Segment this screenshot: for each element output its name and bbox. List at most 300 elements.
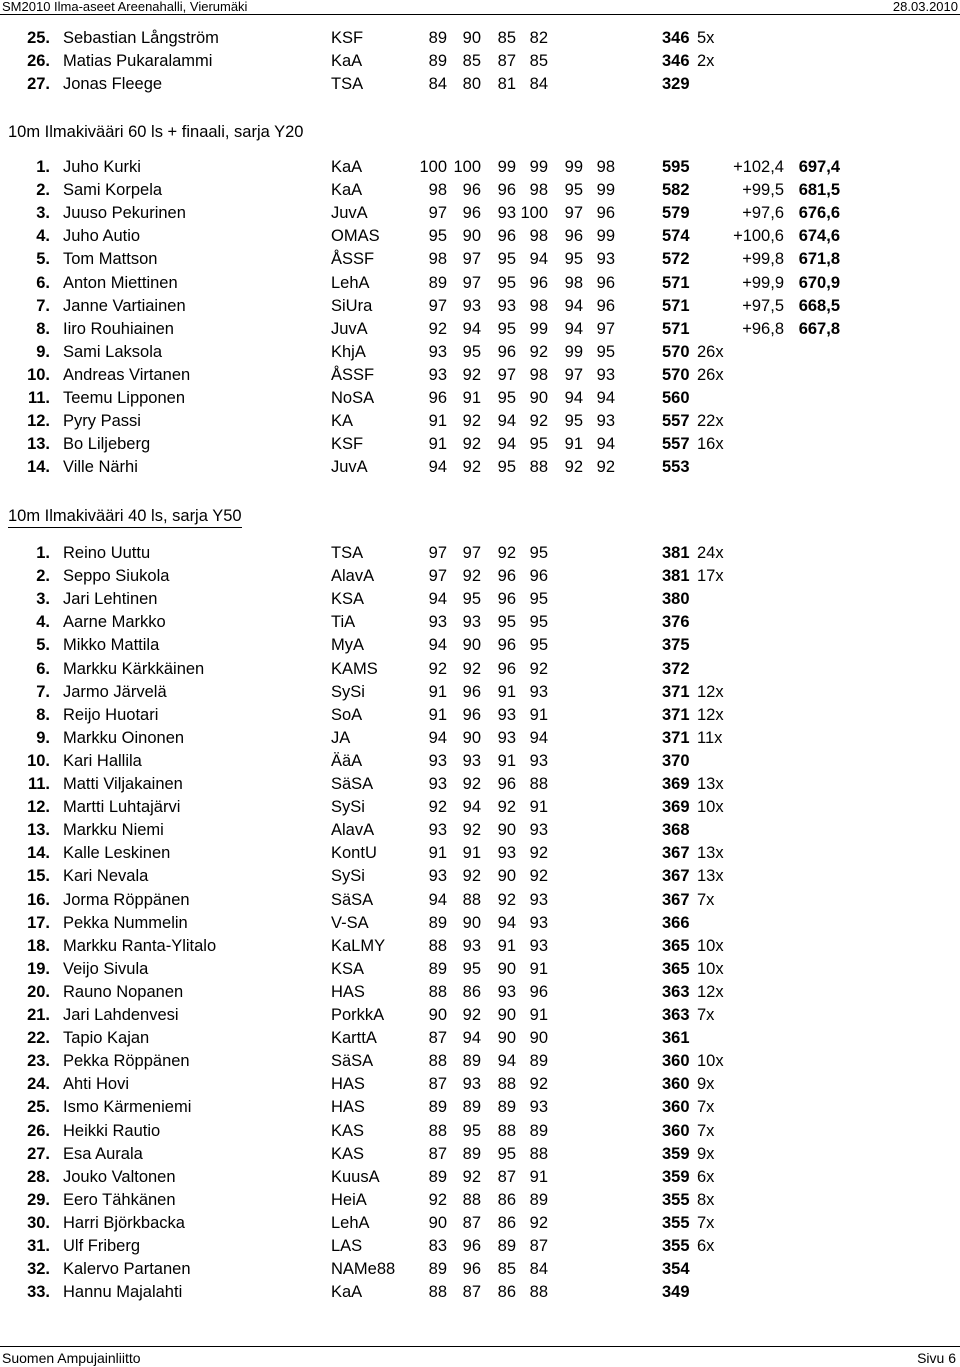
series-score: 94 — [428, 891, 447, 909]
club: MyA — [331, 636, 364, 654]
result-row — [0, 959, 960, 982]
rank: 33. — [27, 1283, 50, 1301]
club: KhjA — [331, 343, 366, 361]
series-score: 99 — [529, 320, 548, 338]
series-score: 95 — [497, 274, 516, 292]
series-score: 94 — [529, 729, 548, 747]
series-score: 98 — [529, 366, 548, 384]
rank: 14. — [27, 458, 50, 476]
total-score: 360 — [662, 1052, 690, 1070]
final-score: +99,9 — [742, 274, 784, 292]
shooter-name: Janne Vartiainen — [63, 297, 186, 315]
total-score: 557 — [662, 435, 690, 453]
series-score: 100 — [453, 158, 481, 176]
series-score: 88 — [529, 1145, 548, 1163]
club: AlavA — [331, 567, 375, 585]
shooter-name: Jarmo Järvelä — [63, 683, 167, 701]
rank: 6. — [36, 660, 50, 678]
rank: 32. — [27, 1260, 50, 1278]
series-score: 92 — [462, 567, 481, 585]
series-score: 96 — [596, 297, 615, 315]
series-score: 96 — [529, 983, 548, 1001]
club: KontU — [331, 844, 377, 862]
series-score: 95 — [497, 389, 516, 407]
shooter-name: Jonas Fleege — [63, 75, 163, 93]
series-score: 94 — [497, 914, 516, 932]
result-row — [0, 1144, 960, 1167]
page-number: Sivu 6 — [917, 1350, 956, 1366]
inner-tens: 2x — [697, 52, 715, 70]
shooter-name: Reino Uuttu — [63, 544, 151, 562]
result-row — [0, 1028, 960, 1051]
series-score: 97 — [564, 204, 583, 222]
result-row — [0, 365, 960, 388]
shooter-name: Pyry Passi — [63, 412, 141, 430]
series-score: 96 — [497, 660, 516, 678]
result-row — [0, 1190, 960, 1213]
result-row — [0, 157, 960, 180]
inner-tens: 7x — [697, 1098, 715, 1116]
result-row — [0, 1282, 960, 1305]
series-score: 92 — [564, 458, 583, 476]
series-score: 90 — [428, 1006, 447, 1024]
series-score: 90 — [497, 867, 516, 885]
series-score: 84 — [529, 75, 548, 93]
series-score: 94 — [428, 729, 447, 747]
series-score: 98 — [596, 158, 615, 176]
series-score: 95 — [564, 250, 583, 268]
series-score: 92 — [462, 458, 481, 476]
series-score: 93 — [428, 867, 447, 885]
result-row — [0, 1005, 960, 1028]
shooter-name: Jari Lahdenvesi — [63, 1006, 179, 1024]
series-score: 88 — [428, 983, 447, 1001]
series-score: 97 — [462, 250, 481, 268]
series-score: 95 — [564, 181, 583, 199]
series-score: 90 — [462, 729, 481, 747]
series-score: 94 — [428, 458, 447, 476]
series-score: 92 — [462, 821, 481, 839]
series-score: 91 — [529, 798, 548, 816]
rank: 10. — [27, 366, 50, 384]
series-score: 87 — [428, 1029, 447, 1047]
shooter-name: Seppo Siukola — [63, 567, 170, 585]
shooter-name: Kalle Leskinen — [63, 844, 171, 862]
series-score: 96 — [428, 389, 447, 407]
series-score: 89 — [529, 1122, 548, 1140]
shooter-name: Hannu Majalahti — [63, 1283, 183, 1301]
shooter-name: Juho Kurki — [63, 158, 141, 176]
series-score: 91 — [462, 389, 481, 407]
series-score: 88 — [428, 1052, 447, 1070]
total-score: 363 — [662, 1006, 690, 1024]
series-score: 92 — [462, 660, 481, 678]
total-score: 349 — [662, 1283, 690, 1301]
series-score: 84 — [529, 1260, 548, 1278]
inner-tens: 7x — [697, 1122, 715, 1140]
shooter-name: Iiro Rouhiainen — [63, 320, 174, 338]
result-row — [0, 457, 960, 480]
series-score: 89 — [497, 1237, 516, 1255]
rank: 7. — [36, 297, 50, 315]
series-score: 91 — [428, 844, 447, 862]
result-row — [0, 705, 960, 728]
series-score: 93 — [462, 613, 481, 631]
rank: 28. — [27, 1168, 50, 1186]
series-score: 95 — [428, 227, 447, 245]
grand-total: 668,5 — [798, 297, 840, 315]
series-score: 97 — [596, 320, 615, 338]
series-score: 96 — [529, 274, 548, 292]
series-score: 93 — [529, 683, 548, 701]
club: LehA — [331, 1214, 370, 1232]
inner-tens: 6x — [697, 1237, 715, 1255]
total-score: 570 — [662, 343, 690, 361]
series-score: 92 — [428, 1191, 447, 1209]
series-score: 99 — [529, 158, 548, 176]
final-score: +97,6 — [742, 204, 784, 222]
grand-total: 676,6 — [798, 204, 840, 222]
series-score: 96 — [462, 1237, 481, 1255]
final-score: +99,5 — [742, 181, 784, 199]
club: SäSA — [331, 1052, 374, 1070]
series-score: 95 — [596, 343, 615, 361]
series-score: 98 — [428, 250, 447, 268]
shooter-name: Sami Laksola — [63, 343, 163, 361]
series-score: 91 — [428, 435, 447, 453]
total-score: 355 — [662, 1214, 690, 1232]
series-score: 98 — [529, 297, 548, 315]
club: KaA — [331, 52, 363, 70]
series-score: 89 — [462, 1098, 481, 1116]
club: KarttA — [331, 1029, 377, 1047]
series-score: 94 — [428, 636, 447, 654]
series-score: 93 — [529, 821, 548, 839]
series-score: 90 — [497, 1006, 516, 1024]
club: KSF — [331, 29, 364, 47]
series-score: 88 — [497, 1075, 516, 1093]
club: SySi — [331, 798, 365, 816]
series-score: 87 — [462, 1214, 481, 1232]
series-score: 90 — [529, 389, 548, 407]
total-score: 376 — [662, 613, 690, 631]
total-score: 381 — [662, 544, 690, 562]
shooter-name: Jouko Valtonen — [63, 1168, 176, 1186]
series-score: 91 — [497, 752, 516, 770]
series-score: 86 — [497, 1283, 516, 1301]
shooter-name: Markku Kärkkäinen — [63, 660, 205, 678]
club: KSF — [331, 435, 364, 453]
series-score: 94 — [497, 1052, 516, 1070]
page-footer — [0, 1346, 960, 1366]
series-score: 85 — [529, 52, 548, 70]
club: HAS — [331, 983, 365, 1001]
series-score: 89 — [462, 1145, 481, 1163]
result-row — [0, 1097, 960, 1120]
series-score: 98 — [564, 274, 583, 292]
series-score: 95 — [529, 544, 548, 562]
grand-total: 674,6 — [798, 227, 840, 245]
total-score: 380 — [662, 590, 690, 608]
total-score: 367 — [662, 891, 690, 909]
series-score: 93 — [462, 752, 481, 770]
inner-tens: 8x — [697, 1191, 715, 1209]
shooter-name: Teemu Lipponen — [63, 389, 186, 407]
series-score: 99 — [596, 227, 615, 245]
club: HeiA — [331, 1191, 367, 1209]
page-header — [0, 0, 960, 15]
series-score: 91 — [497, 937, 516, 955]
result-row — [0, 797, 960, 820]
result-row — [0, 589, 960, 612]
series-score: 95 — [497, 320, 516, 338]
series-score: 97 — [564, 366, 583, 384]
series-score: 92 — [462, 435, 481, 453]
series-score: 92 — [497, 544, 516, 562]
club: KaA — [331, 181, 363, 199]
result-row — [0, 982, 960, 1005]
rank: 4. — [36, 227, 50, 245]
result-row — [0, 612, 960, 635]
result-row — [0, 411, 960, 434]
series-score: 90 — [462, 227, 481, 245]
inner-tens: 13x — [697, 775, 724, 793]
result-row — [0, 635, 960, 658]
shooter-name: Tom Mattson — [63, 250, 158, 268]
club: KAMS — [331, 660, 378, 678]
club: V-SA — [331, 914, 369, 932]
inner-tens: 24x — [697, 544, 724, 562]
series-score: 98 — [529, 181, 548, 199]
result-row — [0, 203, 960, 226]
rank: 24. — [27, 1075, 50, 1093]
shooter-name: Jari Lehtinen — [63, 590, 158, 608]
series-score: 95 — [462, 343, 481, 361]
series-score: 89 — [428, 1098, 447, 1116]
series-score: 91 — [564, 435, 583, 453]
series-score: 92 — [462, 366, 481, 384]
result-row — [0, 51, 960, 74]
series-score: 86 — [462, 983, 481, 1001]
series-score: 92 — [529, 1075, 548, 1093]
rank: 12. — [27, 412, 50, 430]
series-score: 96 — [462, 204, 481, 222]
grand-total: 681,5 — [798, 181, 840, 199]
series-score: 94 — [497, 412, 516, 430]
rank: 5. — [36, 250, 50, 268]
rank: 21. — [27, 1006, 50, 1024]
series-score: 93 — [596, 250, 615, 268]
rank: 3. — [36, 204, 50, 222]
total-score: 579 — [662, 204, 690, 222]
result-row — [0, 659, 960, 682]
total-score: 346 — [662, 29, 690, 47]
shooter-name: Ismo Kärmeniemi — [63, 1098, 192, 1116]
series-score: 96 — [529, 567, 548, 585]
rank: 30. — [27, 1214, 50, 1232]
series-score: 97 — [497, 366, 516, 384]
result-row — [0, 273, 960, 296]
rank: 15. — [27, 867, 50, 885]
series-score: 89 — [428, 960, 447, 978]
final-score: +97,5 — [742, 297, 784, 315]
series-score: 88 — [529, 1283, 548, 1301]
series-score: 95 — [497, 1145, 516, 1163]
club: SiUra — [331, 297, 373, 315]
series-score: 95 — [462, 590, 481, 608]
series-score: 95 — [462, 1122, 481, 1140]
series-score: 94 — [462, 798, 481, 816]
series-score: 96 — [497, 636, 516, 654]
series-score: 93 — [428, 613, 447, 631]
shooter-name: Kari Nevala — [63, 867, 149, 885]
total-score: 571 — [662, 274, 690, 292]
series-score: 95 — [529, 590, 548, 608]
result-row — [0, 180, 960, 203]
series-score: 93 — [529, 1098, 548, 1116]
total-score: 560 — [662, 389, 690, 407]
inner-tens: 16x — [697, 435, 724, 453]
shooter-name: Kari Hallila — [63, 752, 142, 770]
series-score: 93 — [497, 983, 516, 1001]
inner-tens: 11x — [697, 729, 723, 747]
series-score: 88 — [428, 1283, 447, 1301]
club: LAS — [331, 1237, 363, 1255]
rank: 20. — [27, 983, 50, 1001]
series-score: 91 — [529, 706, 548, 724]
series-score: 96 — [497, 775, 516, 793]
result-row — [0, 296, 960, 319]
club: KAS — [331, 1145, 365, 1163]
total-score: 371 — [662, 706, 690, 724]
series-score: 93 — [529, 914, 548, 932]
shooter-name: Mikko Mattila — [63, 636, 160, 654]
inner-tens: 7x — [697, 891, 715, 909]
series-score: 93 — [497, 706, 516, 724]
series-score: 92 — [529, 412, 548, 430]
shooter-name: Markku Niemi — [63, 821, 164, 839]
shooter-name: Anton Miettinen — [63, 274, 178, 292]
series-score: 100 — [419, 158, 447, 176]
series-score: 93 — [428, 343, 447, 361]
series-score: 88 — [462, 1191, 481, 1209]
club: NoSA — [331, 389, 375, 407]
shooter-name: Sami Korpela — [63, 181, 163, 199]
series-score: 84 — [428, 75, 447, 93]
shooter-name: Harri Björkbacka — [63, 1214, 185, 1232]
shooter-name: Ville Närhi — [63, 458, 138, 476]
series-score: 94 — [564, 320, 583, 338]
series-score: 94 — [428, 590, 447, 608]
inner-tens: 10x — [697, 937, 724, 955]
rank: 8. — [36, 320, 50, 338]
series-score: 92 — [428, 320, 447, 338]
result-row — [0, 28, 960, 51]
section-title: 10m Ilmakivääri 60 ls + finaali, sarja Y20 — [8, 123, 304, 141]
series-score: 94 — [564, 389, 583, 407]
series-score: 93 — [428, 821, 447, 839]
rank: 26. — [27, 52, 50, 70]
section-title: 10m Ilmakivääri 40 ls, sarja Y50 — [8, 506, 242, 528]
final-score: +100,6 — [733, 227, 784, 245]
series-score: 85 — [497, 29, 516, 47]
club: SySi — [331, 867, 365, 885]
result-row — [0, 1121, 960, 1144]
result-row — [0, 342, 960, 365]
series-score: 99 — [596, 181, 615, 199]
rank: 27. — [27, 1145, 50, 1163]
series-score: 91 — [428, 706, 447, 724]
series-score: 93 — [497, 844, 516, 862]
inner-tens: 17x — [697, 567, 724, 585]
club: LehA — [331, 274, 370, 292]
rank: 8. — [36, 706, 50, 724]
series-score: 98 — [529, 227, 548, 245]
series-score: 91 — [428, 412, 447, 430]
series-score: 92 — [529, 844, 548, 862]
rank: 14. — [27, 844, 50, 862]
series-score: 87 — [529, 1237, 548, 1255]
rank: 13. — [27, 435, 50, 453]
series-score: 92 — [497, 798, 516, 816]
result-row — [0, 820, 960, 843]
rank: 31. — [27, 1237, 50, 1255]
series-score: 96 — [497, 181, 516, 199]
series-score: 93 — [529, 752, 548, 770]
series-score: 96 — [462, 683, 481, 701]
total-score: 360 — [662, 1122, 690, 1140]
club: KaA — [331, 1283, 363, 1301]
club: TiA — [331, 613, 356, 631]
series-score: 93 — [596, 412, 615, 430]
shooter-name: Matti Viljakainen — [63, 775, 183, 793]
series-score: 97 — [428, 544, 447, 562]
grand-total: 697,4 — [798, 158, 840, 176]
series-score: 96 — [564, 227, 583, 245]
shooter-name: Andreas Virtanen — [63, 366, 191, 384]
total-score: 354 — [662, 1260, 690, 1278]
shooter-name: Ulf Friberg — [63, 1237, 141, 1255]
rank: 9. — [36, 729, 50, 747]
inner-tens: 13x — [697, 867, 724, 885]
result-row — [0, 388, 960, 411]
series-score: 94 — [462, 1029, 481, 1047]
series-score: 100 — [520, 204, 548, 222]
series-score: 97 — [428, 204, 447, 222]
rank: 27. — [27, 75, 50, 93]
result-row — [0, 249, 960, 272]
series-score: 93 — [497, 729, 516, 747]
series-score: 88 — [428, 937, 447, 955]
series-score: 92 — [596, 458, 615, 476]
series-score: 90 — [497, 821, 516, 839]
total-score: 369 — [662, 775, 690, 793]
series-score: 93 — [497, 297, 516, 315]
series-score: 96 — [497, 227, 516, 245]
total-score: 582 — [662, 181, 690, 199]
event-date: 28.03.2010 — [892, 0, 958, 14]
series-score: 94 — [497, 435, 516, 453]
shooter-name: Markku Ranta-Ylitalo — [63, 937, 217, 955]
club: KA — [331, 412, 354, 430]
rank: 25. — [27, 1098, 50, 1116]
total-score: 381 — [662, 567, 690, 585]
inner-tens: 9x — [697, 1075, 715, 1093]
series-score: 90 — [529, 1029, 548, 1047]
series-score: 95 — [497, 458, 516, 476]
series-score: 92 — [462, 1006, 481, 1024]
total-score: 360 — [662, 1098, 690, 1116]
